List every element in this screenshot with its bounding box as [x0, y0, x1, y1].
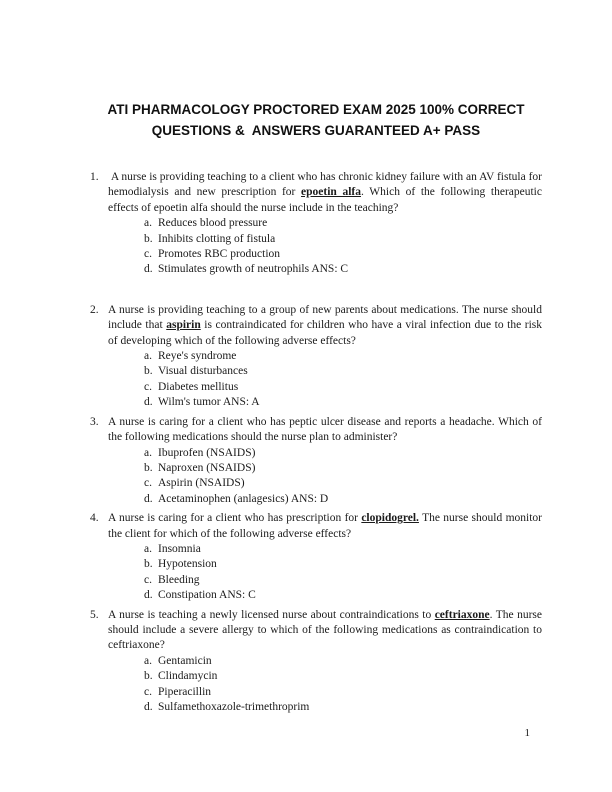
option-text: Constipation ANS: C: [158, 589, 256, 602]
option-letter: b.: [144, 232, 153, 245]
answer-option: [144, 395, 542, 410]
title-line-2: QUESTIONS & ANSWERS GUARANTEED A+ PASS: [151, 123, 481, 138]
answer-option: [144, 232, 542, 247]
drug-name-emphasis: aspirin: [166, 319, 201, 332]
answer-option: [144, 654, 542, 669]
option-text: Hypotension: [158, 558, 217, 571]
question-block: [90, 608, 542, 716]
option-letter: a.: [144, 446, 152, 459]
answer-option: [144, 216, 542, 231]
answer-option: [144, 446, 542, 461]
question-text: [90, 511, 542, 542]
answer-option: [144, 247, 542, 262]
option-letter: d.: [144, 263, 153, 276]
option-letter: a.: [144, 542, 152, 555]
option-letter: c.: [144, 685, 152, 698]
option-text: Diabetes mellitus: [158, 380, 239, 393]
answer-option: [144, 700, 542, 715]
answer-option: [144, 380, 542, 395]
answer-option: [144, 669, 542, 684]
title-line-1: ATI PHARMACOLOGY PROCTORED EXAM 2025 100% CORRECT: [107, 102, 525, 117]
question-block: [90, 170, 542, 278]
options-list: [144, 542, 542, 604]
option-letter: d.: [144, 701, 153, 713]
option-letter: c.: [144, 380, 152, 393]
question-text-segment: The nurse should monitor the client for which of the following adverse effects?: [108, 512, 542, 540]
option-letter: d.: [144, 589, 153, 602]
question-number: 3.: [90, 415, 99, 428]
option-letter: c.: [144, 477, 152, 490]
option-text: Sulfamethoxazole-trimethroprim: [158, 701, 310, 713]
option-text: Reye's syndrome: [158, 350, 237, 363]
options-list: [144, 446, 542, 508]
option-text: Clindamycin: [158, 670, 218, 683]
option-letter: c.: [144, 573, 152, 586]
answer-option: [144, 461, 542, 476]
question-number: 4.: [90, 512, 99, 525]
option-text: Bleeding: [158, 573, 200, 586]
drug-name-emphasis: ceftriaxone: [434, 608, 490, 621]
answer-option: [144, 685, 542, 700]
option-text: Piperacillin: [158, 685, 212, 698]
option-letter: b.: [144, 365, 153, 378]
page-number: 1: [524, 727, 530, 739]
question-block: [90, 511, 542, 603]
question-text: [90, 608, 542, 654]
option-text: Gentamicin: [158, 654, 212, 667]
question-text-segment: A nurse is providing teaching to a client who has chronic kidney failure with an AV fistula for hemodialysis and new prescription for: [108, 171, 542, 199]
drug-name-emphasis: clopidogrel.: [361, 512, 419, 525]
question-number: 2.: [90, 303, 99, 316]
option-letter: b.: [144, 670, 153, 683]
options-list: [144, 654, 542, 716]
question-number: 1.: [90, 171, 99, 183]
question-block: [90, 303, 542, 411]
option-letter: a.: [144, 654, 152, 667]
option-letter: a.: [144, 217, 152, 230]
option-text: Inhibits clotting of fistula: [158, 232, 276, 245]
option-text: Wilm's tumor ANS: A: [158, 396, 260, 409]
question-text-segment: . The nurse should include a severe allergy to which of the following medications as contraindication to ceftriaxone?: [108, 608, 542, 652]
option-letter: d.: [144, 396, 153, 409]
answer-option: [144, 364, 542, 379]
option-letter: a.: [144, 350, 152, 363]
answer-option: [144, 542, 542, 557]
option-letter: c.: [144, 248, 152, 261]
question-text-segment: A nurse is caring for a client who has prescription for: [108, 512, 362, 525]
options-list: [144, 349, 542, 411]
option-text: Ibuprofen (NSAIDS): [158, 446, 256, 459]
question-block: [90, 415, 542, 507]
answer-option: [144, 492, 542, 507]
answer-option: [144, 349, 542, 364]
option-text: Insomnia: [158, 542, 201, 555]
option-letter: b.: [144, 461, 153, 474]
option-letter: d.: [144, 492, 153, 505]
document-title: [90, 99, 542, 141]
drug-name-emphasis: epoetin alfa: [301, 186, 361, 199]
answer-option: [144, 262, 542, 277]
answer-option: [144, 588, 542, 603]
question-list: [90, 170, 542, 715]
option-text: Promotes RBC production: [158, 248, 281, 261]
options-list: [144, 216, 542, 278]
question-text: [90, 303, 542, 349]
question-text-segment: A nurse is providing teaching to a group of new parents about medications. The nurse should include that: [108, 303, 542, 332]
question-text-segment: . Which of the following therapeutic effects of epoetin alfa should the nurse include in the teaching?: [108, 186, 542, 214]
option-text: Acetaminophen (anlagesics) ANS: D: [158, 492, 329, 505]
option-text: Naproxen (NSAIDS): [158, 461, 256, 474]
option-text: Aspirin (NSAIDS): [158, 477, 245, 490]
option-text: Stimulates growth of neutrophils ANS: C: [158, 263, 349, 276]
option-letter: b.: [144, 558, 153, 571]
answer-option: [144, 476, 542, 491]
option-text: Reduces blood pressure: [158, 217, 268, 230]
question-number: 5.: [90, 608, 99, 621]
question-text: [90, 415, 542, 446]
question-text-segment: is contraindicated for children who have a viral infection due to the risk of developing which of the following adverse effects?: [108, 319, 543, 347]
answer-option: [144, 557, 542, 572]
question-text-segment: A nurse is teaching a newly licensed nurse about contraindications to: [108, 608, 435, 621]
question-text: [90, 170, 542, 216]
answer-option: [144, 573, 542, 588]
option-text: Visual disturbances: [158, 365, 248, 378]
question-text-segment: A nurse is caring for a client who has peptic ulcer disease and reports a headache. Which of the following medications should the nurse plan to administer?: [108, 415, 542, 444]
